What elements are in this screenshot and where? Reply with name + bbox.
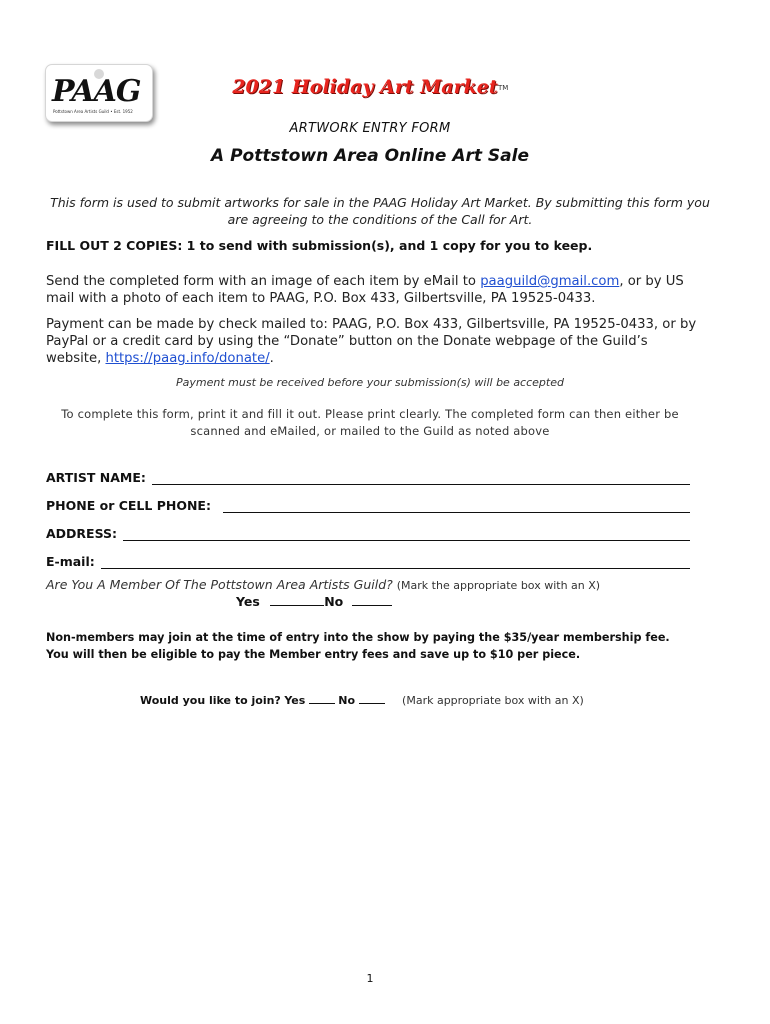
member-no-blank[interactable]	[352, 594, 392, 606]
email-line[interactable]	[101, 555, 690, 569]
member-yes-label: Yes	[236, 594, 260, 609]
phone-field[interactable]	[46, 495, 690, 513]
event-title: 2021 Holiday Art Market	[232, 76, 498, 98]
donate-url-link[interactable]: https://paag.info/donate/	[105, 351, 270, 366]
send-text-before: Send the completed form with an image of each item by eMail to	[46, 274, 481, 289]
address-line[interactable]	[123, 527, 690, 541]
artist-name-field[interactable]	[46, 467, 690, 485]
artist-name-line[interactable]	[152, 471, 690, 485]
join-yes-label: Yes	[284, 694, 306, 707]
phone-line[interactable]	[223, 499, 690, 513]
join-hint: (Mark appropriate box with an X)	[402, 694, 584, 707]
fill-copies-instruction: FILL OUT 2 COPIES: 1 to send with submission(s), and 1 copy for you to keep.	[46, 238, 593, 253]
member-question	[46, 577, 726, 592]
logo-text: PAAG	[52, 74, 141, 109]
page-number: 1	[366, 972, 374, 985]
guild-email-link[interactable]: paaguild@gmail.com	[480, 274, 620, 289]
member-question-hint: (Mark the appropriate box with an X)	[396, 579, 601, 592]
send-text-after: , or by US mail with a photo of each item to PAAG, P.O. Box 433, Gilbertsville, PA 19525-0433.	[46, 274, 684, 306]
email-field[interactable]	[46, 551, 690, 569]
email-label: E-mail:	[46, 554, 95, 569]
form-name: ARTWORK ENTRY FORM	[289, 121, 451, 136]
send-instructions	[46, 273, 706, 307]
join-no-blank[interactable]	[359, 692, 385, 704]
member-yes-blank[interactable]	[270, 594, 324, 606]
member-question-text: Are You A Member Of The Pottstown Area Artists Guild?	[46, 577, 393, 592]
logo-subtext: Pottstown Area Artists Guild • Est. 1952	[53, 109, 133, 114]
join-question-text: Would you like to join?	[140, 694, 281, 707]
paag-logo	[45, 64, 153, 122]
payment-text-after: .	[269, 351, 274, 366]
member-yes-no	[236, 594, 392, 609]
payment-instructions	[46, 316, 706, 367]
form-subtitle: A Pottstown Area Online Art Sale	[211, 146, 529, 166]
member-no-label: No	[324, 594, 344, 609]
payment-text-before: Payment can be made by check mailed to: PAAG, P.O. Box 433, Gilbertsville, PA 19525-0433, or by PayPal or a credit card by using the “Donate” button on the Donate webpage of the Guild’s website,	[46, 317, 697, 366]
join-question	[140, 692, 584, 707]
artist-name-label: ARTIST NAME:	[46, 470, 146, 485]
address-field[interactable]	[46, 523, 690, 541]
nonmember-line-1: Non-members may join at the time of entry into the show by paying the $35/year membership fee.	[46, 631, 670, 644]
address-label: ADDRESS:	[46, 526, 118, 541]
intro-text: This form is used to submit artworks for sale in the PAAG Holiday Art Market. By submitting this form you are agreeing to the conditions of the Call for Art.	[50, 195, 710, 227]
print-instructions-note: To complete this form, print it and fill it out. Please print clearly. The completed form can then either be scanned and eMailed, or mailed to the Guild as noted above	[61, 407, 679, 438]
nonmember-line-2: You will then be eligible to pay the Member entry fees and save up to $10 per piece.	[46, 648, 581, 661]
join-no-label: No	[338, 694, 356, 707]
join-yes-blank[interactable]	[309, 692, 335, 704]
nonmember-notice	[46, 629, 726, 663]
trademark-mark: TM	[498, 84, 509, 92]
payment-deadline-note: Payment must be received before your submission(s) will be accepted	[176, 376, 564, 389]
phone-label: PHONE or CELL PHONE:	[46, 498, 211, 513]
